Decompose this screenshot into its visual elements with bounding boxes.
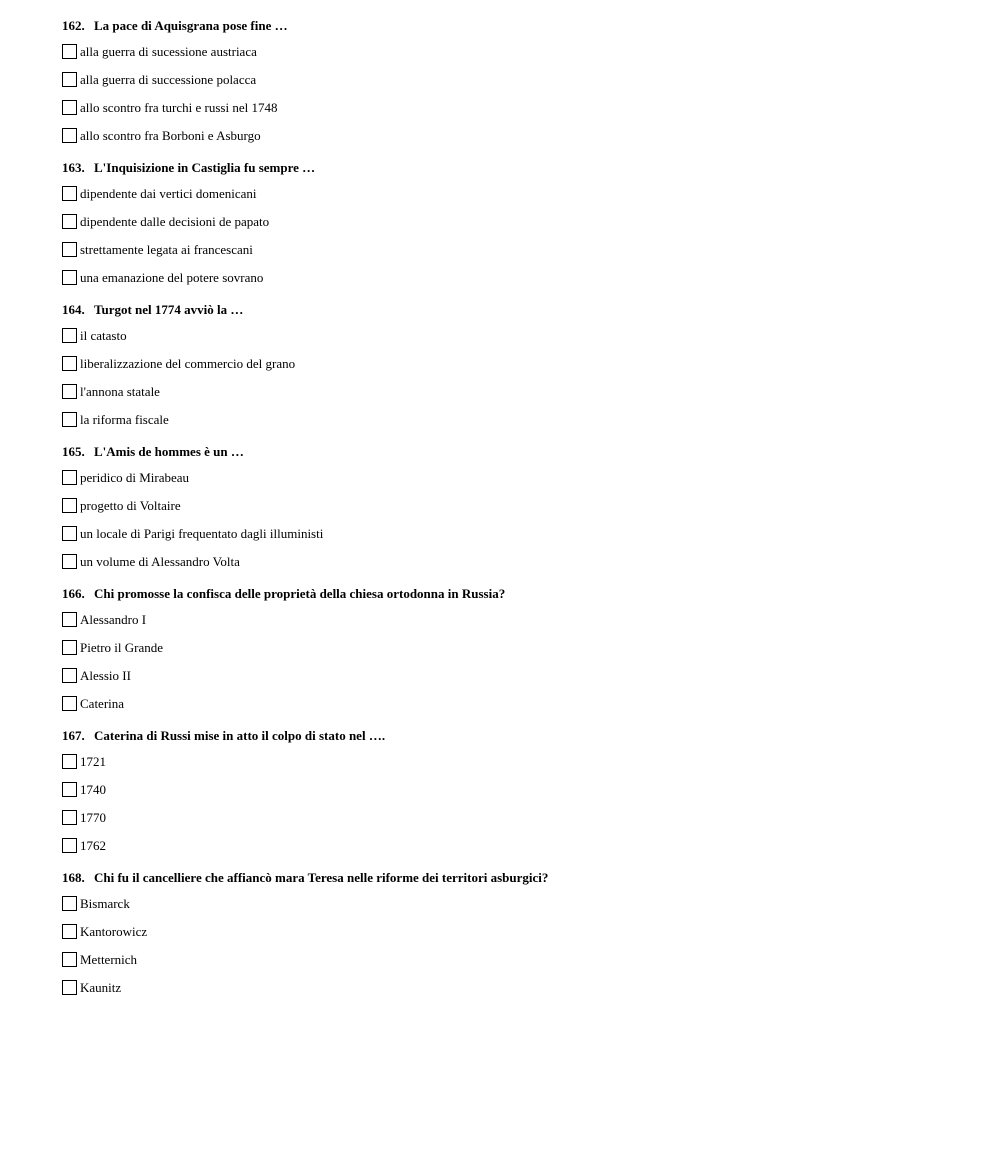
answer-option[interactable] <box>62 917 962 945</box>
answer-checkbox[interactable] <box>62 242 77 257</box>
answer-label: un locale di Parigi frequentato dagli illuministi <box>80 525 324 541</box>
question-number: 164. <box>62 302 85 317</box>
answer-label: l'annona statale <box>80 383 160 399</box>
question-title <box>62 18 962 34</box>
question-168 <box>62 870 962 1001</box>
answer-checkbox[interactable] <box>62 838 77 853</box>
answer-label: Kaunitz <box>80 979 122 995</box>
answer-label: Pietro il Grande <box>80 639 164 655</box>
answer-checkbox[interactable] <box>62 270 77 285</box>
answer-checkbox[interactable] <box>62 668 77 683</box>
answer-label: 1721 <box>80 753 106 769</box>
answer-option[interactable] <box>62 661 962 689</box>
question-162 <box>62 18 962 149</box>
answer-option[interactable] <box>62 405 962 433</box>
answer-label: Kantorowicz <box>80 923 148 939</box>
answer-checkbox[interactable] <box>62 980 77 995</box>
question-text: Chi promosse la confisca delle proprietà della chiesa ortodonna in Russia? <box>94 586 506 601</box>
answer-label: la riforma fiscale <box>80 411 169 427</box>
answer-checkbox[interactable] <box>62 754 77 769</box>
answer-option[interactable] <box>62 121 962 149</box>
answer-option[interactable] <box>62 93 962 121</box>
answer-checkbox[interactable] <box>62 72 77 87</box>
answer-option[interactable] <box>62 973 962 1001</box>
answer-option[interactable] <box>62 803 962 831</box>
question-title <box>62 728 962 744</box>
question-164 <box>62 302 962 433</box>
answer-checkbox[interactable] <box>62 356 77 371</box>
answer-label: 1762 <box>80 837 106 853</box>
answer-checkbox[interactable] <box>62 498 77 513</box>
answer-checkbox[interactable] <box>62 612 77 627</box>
answer-checkbox[interactable] <box>62 526 77 541</box>
answer-label: 1770 <box>80 809 106 825</box>
answer-label: alla guerra di successione polacca <box>80 71 257 87</box>
answer-option[interactable] <box>62 263 962 291</box>
answer-option[interactable] <box>62 633 962 661</box>
answer-label: strettamente legata ai francescani <box>80 241 253 257</box>
question-166 <box>62 586 962 717</box>
question-title <box>62 586 962 602</box>
answer-label: dipendente dai vertici domenicani <box>80 185 257 201</box>
answer-checkbox[interactable] <box>62 328 77 343</box>
answer-checkbox[interactable] <box>62 554 77 569</box>
answer-label: un volume di Alessandro Volta <box>80 553 240 569</box>
answer-label: allo scontro fra turchi e russi nel 1748 <box>80 99 278 115</box>
answer-label: Caterina <box>80 695 125 711</box>
answer-checkbox[interactable] <box>62 384 77 399</box>
answer-option[interactable] <box>62 207 962 235</box>
question-number: 167. <box>62 728 85 743</box>
question-text: L'Inquisizione in Castiglia fu sempre … <box>94 160 316 175</box>
answer-label: Alessio II <box>80 667 131 683</box>
question-title <box>62 302 962 318</box>
answer-label: una emanazione del potere sovrano <box>80 269 264 285</box>
answer-checkbox[interactable] <box>62 924 77 939</box>
answer-option[interactable] <box>62 831 962 859</box>
question-text: Turgot nel 1774 avviò la … <box>94 302 244 317</box>
answer-label: allo scontro fra Borboni e Asburgo <box>80 127 261 143</box>
question-text: Caterina di Russi mise in atto il colpo di stato nel …. <box>94 728 386 743</box>
quiz-question-list <box>62 18 962 1012</box>
answer-checkbox[interactable] <box>62 412 77 427</box>
question-number: 166. <box>62 586 85 601</box>
answer-label: liberalizzazione del commercio del grano <box>80 355 296 371</box>
answer-option[interactable] <box>62 37 962 65</box>
answer-option[interactable] <box>62 377 962 405</box>
answer-label: 1740 <box>80 781 106 797</box>
question-text: La pace di Aquisgrana pose fine … <box>94 18 288 33</box>
question-title <box>62 160 962 176</box>
answer-option[interactable] <box>62 775 962 803</box>
answer-label: peridico di Mirabeau <box>80 469 190 485</box>
answer-label: Bismarck <box>80 895 130 911</box>
question-number: 162. <box>62 18 85 33</box>
answer-option[interactable] <box>62 65 962 93</box>
answer-checkbox[interactable] <box>62 782 77 797</box>
question-title <box>62 444 962 460</box>
answer-option[interactable] <box>62 889 962 917</box>
answer-checkbox[interactable] <box>62 214 77 229</box>
answer-option[interactable] <box>62 689 962 717</box>
question-165 <box>62 444 962 575</box>
answer-option[interactable] <box>62 235 962 263</box>
question-title <box>62 870 962 886</box>
answer-checkbox[interactable] <box>62 896 77 911</box>
question-text: Chi fu il cancelliere che affiancò mara Teresa nelle riforme dei territori asburgici? <box>94 870 549 885</box>
answer-option[interactable] <box>62 179 962 207</box>
answer-checkbox[interactable] <box>62 640 77 655</box>
answer-label: dipendente dalle decisioni de papato <box>80 213 270 229</box>
answer-checkbox[interactable] <box>62 186 77 201</box>
answer-option[interactable] <box>62 519 962 547</box>
answer-option[interactable] <box>62 321 962 349</box>
answer-label: Metternich <box>80 951 138 967</box>
answer-label: alla guerra di sucessione austriaca <box>80 43 257 59</box>
answer-option[interactable] <box>62 945 962 973</box>
answer-checkbox[interactable] <box>62 952 77 967</box>
answer-option[interactable] <box>62 747 962 775</box>
question-number: 168. <box>62 870 85 885</box>
answer-option[interactable] <box>62 463 962 491</box>
answer-checkbox[interactable] <box>62 128 77 143</box>
answer-label: il catasto <box>80 327 127 343</box>
question-number: 165. <box>62 444 85 459</box>
answer-option[interactable] <box>62 547 962 575</box>
answer-option[interactable] <box>62 605 962 633</box>
question-167 <box>62 728 962 859</box>
question-163 <box>62 160 962 291</box>
answer-checkbox[interactable] <box>62 470 77 485</box>
answer-checkbox[interactable] <box>62 100 77 115</box>
answer-option[interactable] <box>62 491 962 519</box>
answer-checkbox[interactable] <box>62 810 77 825</box>
answer-checkbox[interactable] <box>62 44 77 59</box>
question-text: L'Amis de hommes è un … <box>94 444 244 459</box>
answer-label: progetto di Voltaire <box>80 497 181 513</box>
answer-checkbox[interactable] <box>62 696 77 711</box>
answer-option[interactable] <box>62 349 962 377</box>
answer-label: Alessandro I <box>80 611 147 627</box>
question-number: 163. <box>62 160 85 175</box>
